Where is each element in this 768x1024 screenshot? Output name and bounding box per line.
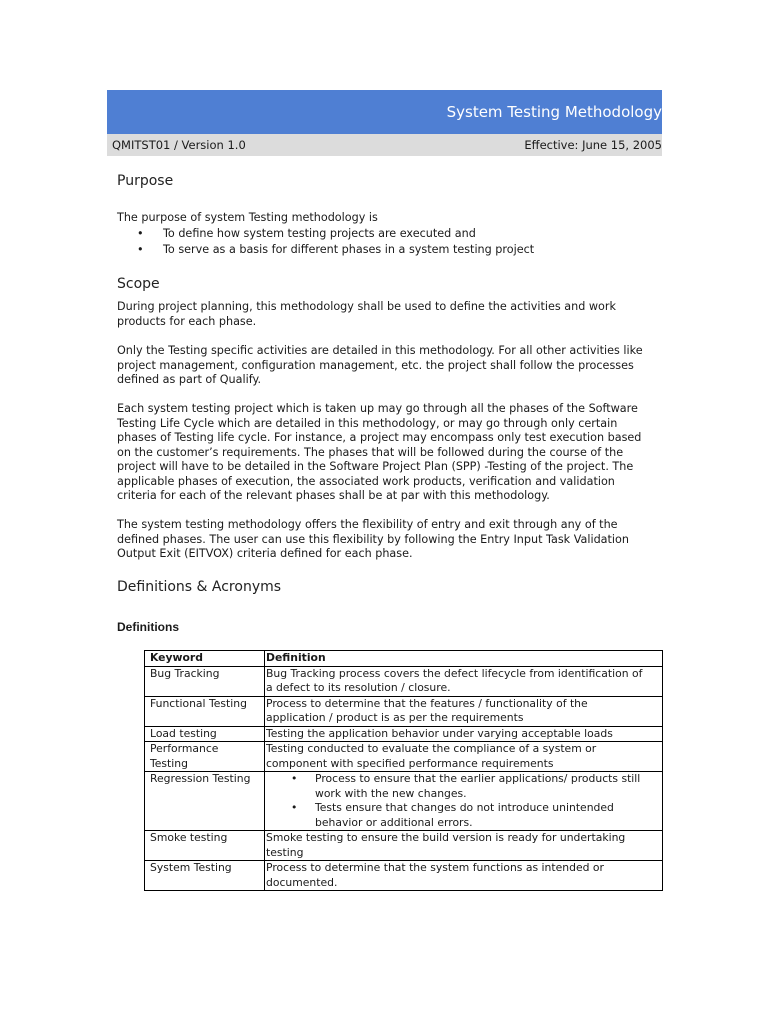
definition-cell [265, 666, 663, 696]
table-row [145, 726, 663, 742]
definition-cell [265, 772, 663, 831]
definitions-table [144, 650, 663, 891]
text-line: project management, configuration management, etc. the project shall follow the processes [117, 358, 634, 372]
table-row [145, 666, 663, 696]
definition-cell [265, 861, 663, 891]
document-version: QMITST01 / Version 1.0 [112, 138, 246, 152]
text-line: defined as part of Qualify. [117, 373, 262, 386]
text-line: defined phases. The user can use this flexibility by following the Entry Input Task Validation [117, 532, 629, 546]
text-line: phases of Testing life cycle. For instance, a project may encompass only test execution based [117, 431, 642, 444]
table-row [145, 742, 663, 772]
text-line: Process to determine that the system functions as intended or [266, 861, 604, 874]
document-title: System Testing Methodology [446, 103, 662, 121]
scope-heading: Scope [117, 276, 160, 292]
text-line: Smoke testing to ensure the build version is ready for undertaking [266, 831, 626, 844]
scope-paragraph-3 [117, 402, 657, 504]
definition-cell [265, 742, 663, 772]
table-row [145, 772, 663, 831]
scope-paragraph-1 [117, 300, 657, 329]
text-line: Each system testing project which is taken up may go through all the phases of the Software [117, 402, 638, 415]
text-line: work with the new changes. [315, 786, 467, 800]
definition-list [266, 772, 662, 830]
column-header-keyword: Keyword [145, 651, 265, 667]
definition-cell: Testing the application behavior under varying acceptable loads [265, 726, 663, 742]
text-line: Only the Testing specific activities are detailed in this methodology. For all other activities like [117, 344, 643, 357]
text-line: project will have to be detailed in the Software Project Plan (SPP) -Testing of the project. The [117, 460, 634, 473]
text-line: applicable phases of execution, the associated work products, verification and validation [117, 474, 615, 488]
text-line: Performance [150, 742, 219, 755]
table-row [145, 696, 663, 726]
list-item [266, 772, 662, 801]
table-row [145, 861, 663, 891]
text-line: testing [266, 845, 304, 859]
text-line: Process to determine that the features / functionality of the [266, 696, 588, 710]
text-line: behavior or additional errors. [315, 815, 473, 829]
keyword-cell: Smoke testing [145, 831, 265, 861]
text-line: component with specified performance requirements [266, 756, 554, 770]
keyword-cell [145, 742, 265, 772]
text-line: a defect to its resolution / closure. [266, 681, 451, 694]
text-line: • Process to ensure that the earlier applications/ products still [315, 772, 641, 785]
effective-date: Effective: June 15, 2005 [524, 138, 662, 152]
meta-bar [107, 134, 662, 156]
table-row [145, 831, 663, 861]
keyword-cell: Regression Testing [145, 772, 265, 831]
keyword-cell: Load testing [145, 726, 265, 742]
purpose-intro: The purpose of system Testing methodology is [117, 211, 378, 224]
text-line: criteria for each of the relevant phases shall be at par with this methodology. [117, 489, 550, 502]
keyword-cell: System Testing [145, 861, 265, 891]
text-line: Bug Tracking process covers the defect lifecycle from identification of [266, 666, 643, 680]
definition-cell [265, 831, 663, 861]
header-band [107, 90, 662, 134]
list-item: • To define how system testing projects are executed and [137, 226, 534, 242]
text-line: Testing [150, 756, 188, 770]
scope-paragraph-2 [117, 344, 657, 388]
purpose-list [137, 226, 534, 258]
text-line: application / product is as per the requirements [266, 711, 524, 724]
text-line: documented. [266, 875, 338, 889]
table-header-row [145, 651, 663, 667]
text-line: Testing conducted to evaluate the compliance of a system or [266, 742, 597, 755]
column-header-definition: Definition [265, 651, 663, 667]
text-line: • Tests ensure that changes do not introduce unintended [315, 801, 614, 814]
definitions-heading: Definitions & Acronyms [117, 579, 282, 595]
list-item [266, 801, 662, 830]
definition-cell [265, 696, 663, 726]
scope-paragraph-4 [117, 518, 657, 562]
text-line: The system testing methodology offers the flexibility of entry and exit through any of the [117, 518, 618, 531]
text-line: Output Exit (EITVOX) criteria defined for each phase. [117, 547, 413, 560]
text-line: Testing Life Cycle which are detailed in this methodology, or may go through only certain [117, 416, 618, 430]
definitions-subheading: Definitions [117, 620, 179, 634]
purpose-heading: Purpose [117, 173, 174, 189]
text-line: on the customer’s requirements. The phases that will be followed during the course of the [117, 445, 624, 459]
list-item: • To serve as a basis for different phases in a system testing project [137, 242, 534, 258]
text-line: During project planning, this methodology shall be used to define the activities and work [117, 300, 616, 313]
text-line: products for each phase. [117, 314, 257, 328]
keyword-cell: Bug Tracking [145, 666, 265, 696]
keyword-cell: Functional Testing [145, 696, 265, 726]
